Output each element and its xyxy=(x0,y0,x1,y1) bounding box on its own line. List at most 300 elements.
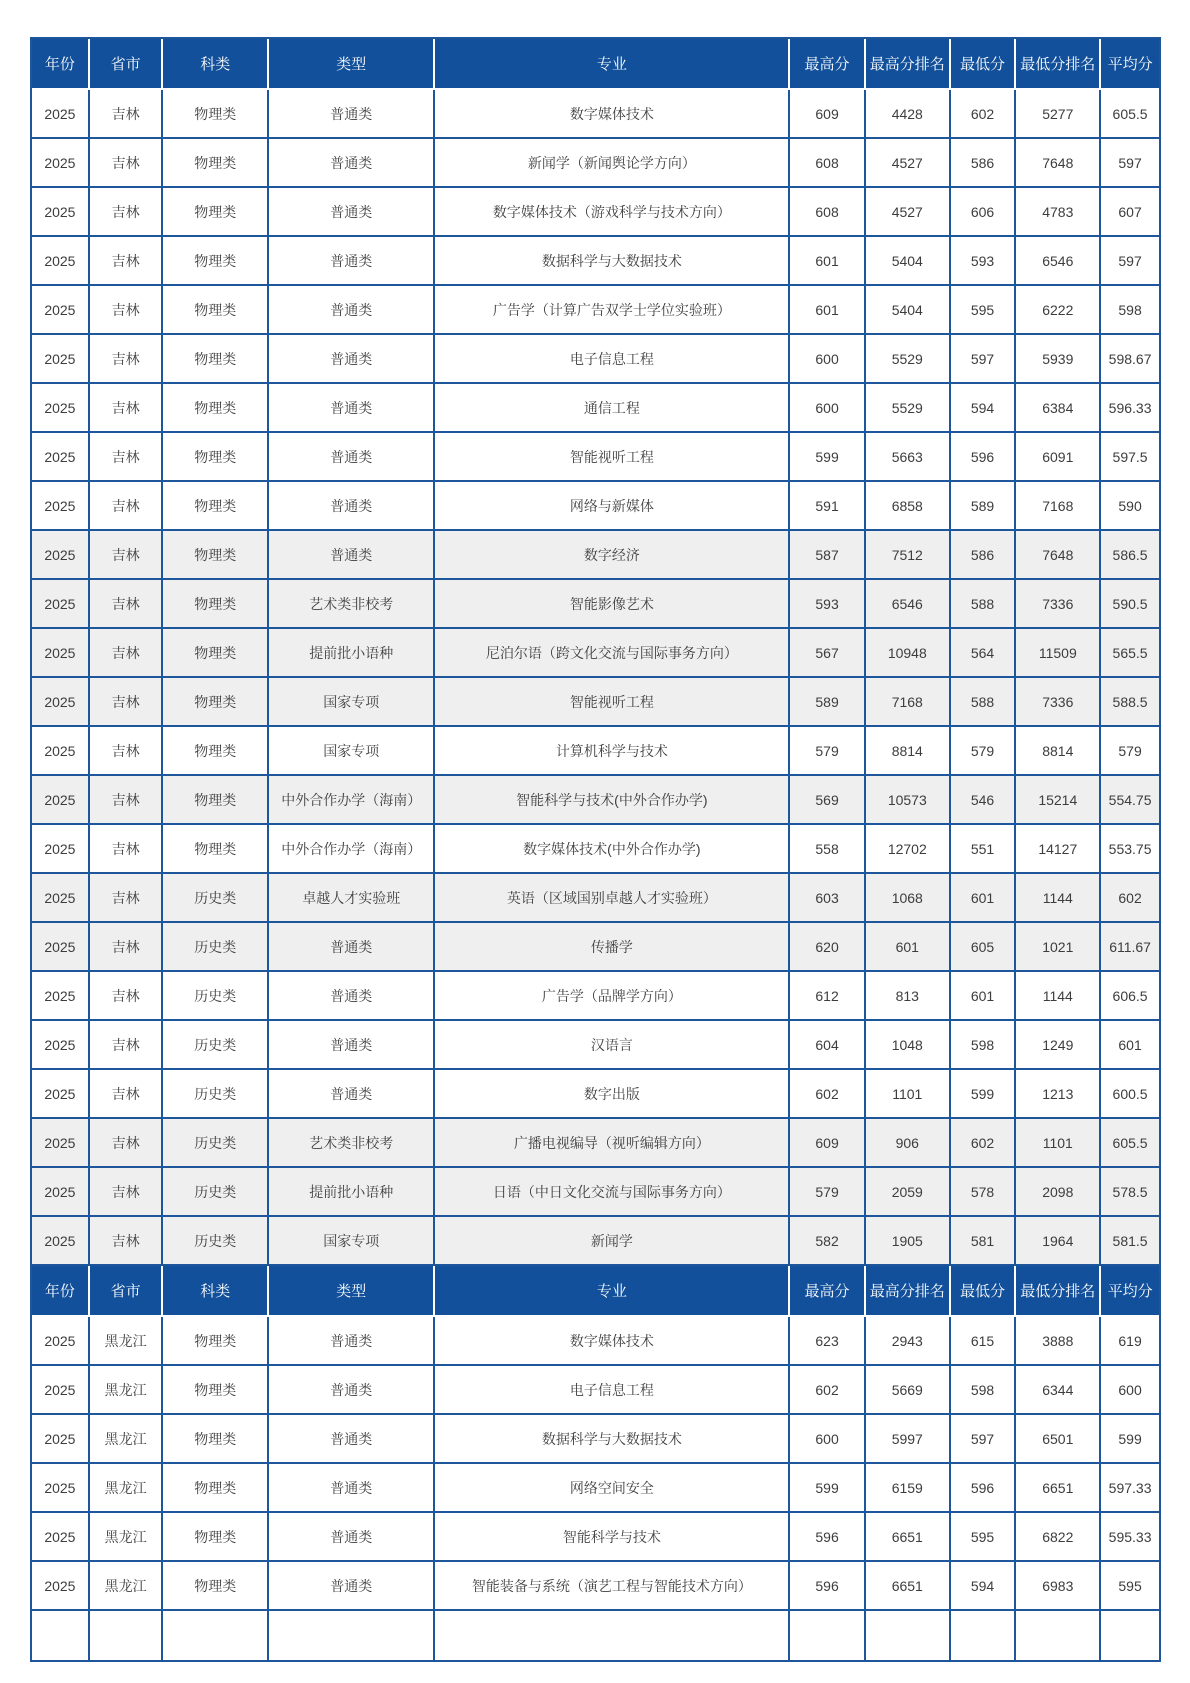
cell: 607 xyxy=(1101,188,1159,237)
cell: 7336 xyxy=(1016,580,1101,629)
table-row xyxy=(32,1513,1159,1562)
cell: 2025 xyxy=(32,1366,90,1415)
cell: 吉林 xyxy=(90,286,164,335)
cell xyxy=(1101,1611,1159,1660)
cell: 网络空间安全 xyxy=(435,1464,790,1513)
cell: 物理类 xyxy=(163,531,269,580)
cell: 619 xyxy=(1101,1317,1159,1366)
cell: 593 xyxy=(951,237,1017,286)
cell: 吉林 xyxy=(90,1070,164,1119)
cell: 581 xyxy=(951,1217,1017,1266)
cell: 普通类 xyxy=(269,1464,435,1513)
cell: 普通类 xyxy=(269,286,435,335)
cell: 数字出版 xyxy=(435,1070,790,1119)
cell: 国家专项 xyxy=(269,1217,435,1266)
cell: 2025 xyxy=(32,923,90,972)
cell: 600 xyxy=(790,1415,866,1464)
cell: 2025 xyxy=(32,384,90,433)
cell: 广告学（品牌学方向） xyxy=(435,972,790,1021)
cell: 电子信息工程 xyxy=(435,1366,790,1415)
cell: 数字媒体技术(中外合作办学) xyxy=(435,825,790,874)
cell: 14127 xyxy=(1016,825,1101,874)
cell: 588.5 xyxy=(1101,678,1159,727)
cell: 1213 xyxy=(1016,1070,1101,1119)
cell: 8814 xyxy=(1016,727,1101,776)
cell: 602 xyxy=(1101,874,1159,923)
cell: 物理类 xyxy=(163,678,269,727)
cell: 599 xyxy=(1101,1415,1159,1464)
cell: 6222 xyxy=(1016,286,1101,335)
cell: 数字经济 xyxy=(435,531,790,580)
cell: 546 xyxy=(951,776,1017,825)
table-row xyxy=(32,482,1159,531)
cell: 612 xyxy=(790,972,866,1021)
cell: 2025 xyxy=(32,482,90,531)
cell: 579 xyxy=(1101,727,1159,776)
cell: 2059 xyxy=(866,1168,951,1217)
column-header-3: 科类 xyxy=(163,1266,269,1317)
cell: 5404 xyxy=(866,286,951,335)
cell: 艺术类非校考 xyxy=(269,1119,435,1168)
table-row xyxy=(32,90,1159,139)
cell: 普通类 xyxy=(269,531,435,580)
cell: 7336 xyxy=(1016,678,1101,727)
cell: 物理类 xyxy=(163,1513,269,1562)
cell: 605.5 xyxy=(1101,90,1159,139)
cell: 600 xyxy=(790,384,866,433)
cell: 物理类 xyxy=(163,335,269,384)
table-row xyxy=(32,1021,1159,1070)
cell: 595 xyxy=(951,286,1017,335)
cell: 国家专项 xyxy=(269,727,435,776)
cell: 4428 xyxy=(866,90,951,139)
cell: 2943 xyxy=(866,1317,951,1366)
cell xyxy=(951,1611,1017,1660)
cell: 6651 xyxy=(866,1513,951,1562)
table-row xyxy=(32,237,1159,286)
cell: 普通类 xyxy=(269,1021,435,1070)
cell: 历史类 xyxy=(163,1021,269,1070)
cell: 吉林 xyxy=(90,923,164,972)
cell: 吉林 xyxy=(90,1217,164,1266)
cell: 602 xyxy=(790,1366,866,1415)
cell: 1101 xyxy=(866,1070,951,1119)
cell: 艺术类非校考 xyxy=(269,580,435,629)
column-header-8: 最低分 xyxy=(951,1266,1017,1317)
cell: 物理类 xyxy=(163,1317,269,1366)
cell: 597 xyxy=(1101,237,1159,286)
column-header-10: 平均分 xyxy=(1101,1266,1159,1317)
cell: 1964 xyxy=(1016,1217,1101,1266)
cell: 吉林 xyxy=(90,776,164,825)
cell: 578 xyxy=(951,1168,1017,1217)
cell: 广告学（计算广告双学士学位实验班） xyxy=(435,286,790,335)
column-header-1: 年份 xyxy=(32,1266,90,1317)
cell: 579 xyxy=(790,1168,866,1217)
cell: 595 xyxy=(1101,1562,1159,1611)
cell: 广播电视编导（视听编辑方向） xyxy=(435,1119,790,1168)
cell xyxy=(790,1611,866,1660)
table-row xyxy=(32,727,1159,776)
cell: 物理类 xyxy=(163,1366,269,1415)
cell: 2025 xyxy=(32,580,90,629)
cell: 7648 xyxy=(1016,531,1101,580)
cell: 普通类 xyxy=(269,1415,435,1464)
cell: 2025 xyxy=(32,531,90,580)
table-row xyxy=(32,1366,1159,1415)
header-row xyxy=(32,1266,1159,1317)
cell: 普通类 xyxy=(269,1562,435,1611)
cell: 596 xyxy=(790,1513,866,1562)
cell: 吉林 xyxy=(90,90,164,139)
cell: 吉林 xyxy=(90,1168,164,1217)
cell xyxy=(435,1611,790,1660)
cell: 5663 xyxy=(866,433,951,482)
cell: 历史类 xyxy=(163,1119,269,1168)
cell: 595 xyxy=(951,1513,1017,1562)
cell: 吉林 xyxy=(90,139,164,188)
table-row xyxy=(32,188,1159,237)
cell: 物理类 xyxy=(163,776,269,825)
cell: 普通类 xyxy=(269,1070,435,1119)
cell: 593 xyxy=(790,580,866,629)
cell: 传播学 xyxy=(435,923,790,972)
cell: 1068 xyxy=(866,874,951,923)
cell: 2025 xyxy=(32,629,90,678)
cell: 物理类 xyxy=(163,1415,269,1464)
cell: 601 xyxy=(790,286,866,335)
cell: 606 xyxy=(951,188,1017,237)
cell: 吉林 xyxy=(90,237,164,286)
cell: 6546 xyxy=(1016,237,1101,286)
cell: 5669 xyxy=(866,1366,951,1415)
table-row xyxy=(32,923,1159,972)
cell: 物理类 xyxy=(163,139,269,188)
cell: 6091 xyxy=(1016,433,1101,482)
cell: 5404 xyxy=(866,237,951,286)
cell: 590.5 xyxy=(1101,580,1159,629)
cell: 605 xyxy=(951,923,1017,972)
cell: 吉林 xyxy=(90,335,164,384)
cell: 物理类 xyxy=(163,1562,269,1611)
column-header-3: 科类 xyxy=(163,39,269,90)
cell: 7648 xyxy=(1016,139,1101,188)
cell: 588 xyxy=(951,580,1017,629)
cell: 579 xyxy=(951,727,1017,776)
cell: 网络与新媒体 xyxy=(435,482,790,531)
cell xyxy=(163,1611,269,1660)
cell: 2025 xyxy=(32,1119,90,1168)
cell: 605.5 xyxy=(1101,1119,1159,1168)
cell: 551 xyxy=(951,825,1017,874)
cell: 吉林 xyxy=(90,580,164,629)
table-row xyxy=(32,1168,1159,1217)
cell: 5277 xyxy=(1016,90,1101,139)
cell: 596 xyxy=(951,1464,1017,1513)
cell: 新闻学（新闻舆论学方向） xyxy=(435,139,790,188)
cell: 12702 xyxy=(866,825,951,874)
column-header-4: 类型 xyxy=(269,39,435,90)
cell: 600.5 xyxy=(1101,1070,1159,1119)
table-row xyxy=(32,1119,1159,1168)
cell: 普通类 xyxy=(269,1317,435,1366)
cell: 吉林 xyxy=(90,727,164,776)
cell: 6159 xyxy=(866,1464,951,1513)
cell: 提前批小语种 xyxy=(269,629,435,678)
cell: 历史类 xyxy=(163,1168,269,1217)
cell: 提前批小语种 xyxy=(269,1168,435,1217)
cell: 558 xyxy=(790,825,866,874)
cell: 历史类 xyxy=(163,874,269,923)
cell: 中外合作办学（海南） xyxy=(269,776,435,825)
cell: 吉林 xyxy=(90,825,164,874)
cell: 物理类 xyxy=(163,727,269,776)
cell: 吉林 xyxy=(90,531,164,580)
cell: 2025 xyxy=(32,1464,90,1513)
cell: 黑龙江 xyxy=(90,1562,164,1611)
cell: 596 xyxy=(951,433,1017,482)
cell: 2098 xyxy=(1016,1168,1101,1217)
cell: 609 xyxy=(790,90,866,139)
table-row xyxy=(32,531,1159,580)
table-row xyxy=(32,1562,1159,1611)
cell: 普通类 xyxy=(269,972,435,1021)
cell: 598 xyxy=(951,1021,1017,1070)
cell: 吉林 xyxy=(90,678,164,727)
cell: 579 xyxy=(790,727,866,776)
table-row xyxy=(32,1217,1159,1266)
cell: 602 xyxy=(951,90,1017,139)
cell: 普通类 xyxy=(269,90,435,139)
cell: 906 xyxy=(866,1119,951,1168)
cell: 历史类 xyxy=(163,1217,269,1266)
cell: 智能装备与系统（演艺工程与智能技术方向） xyxy=(435,1562,790,1611)
cell: 554.75 xyxy=(1101,776,1159,825)
cell: 586 xyxy=(951,531,1017,580)
cell: 2025 xyxy=(32,335,90,384)
header-row xyxy=(32,39,1159,90)
cell: 1101 xyxy=(1016,1119,1101,1168)
cell: 594 xyxy=(951,1562,1017,1611)
cell: 黑龙江 xyxy=(90,1317,164,1366)
table-row xyxy=(32,384,1159,433)
column-header-6: 最高分 xyxy=(790,1266,866,1317)
cell: 597.5 xyxy=(1101,433,1159,482)
cell: 黑龙江 xyxy=(90,1464,164,1513)
cell: 吉林 xyxy=(90,482,164,531)
column-header-5: 专业 xyxy=(435,39,790,90)
cell: 智能视听工程 xyxy=(435,678,790,727)
cell: 565.5 xyxy=(1101,629,1159,678)
cell: 黑龙江 xyxy=(90,1513,164,1562)
cell: 物理类 xyxy=(163,90,269,139)
cell: 历史类 xyxy=(163,1070,269,1119)
cell: 598 xyxy=(951,1366,1017,1415)
cell: 578.5 xyxy=(1101,1168,1159,1217)
cell: 553.75 xyxy=(1101,825,1159,874)
cell: 物理类 xyxy=(163,237,269,286)
table-row xyxy=(32,825,1159,874)
cell: 1144 xyxy=(1016,972,1101,1021)
cell: 594 xyxy=(951,384,1017,433)
cell: 吉林 xyxy=(90,384,164,433)
cell: 4527 xyxy=(866,139,951,188)
cell: 590 xyxy=(1101,482,1159,531)
cell: 6651 xyxy=(1016,1464,1101,1513)
cell: 611.67 xyxy=(1101,923,1159,972)
cell: 6822 xyxy=(1016,1513,1101,1562)
cell: 吉林 xyxy=(90,1119,164,1168)
cell: 2025 xyxy=(32,1562,90,1611)
cell: 1249 xyxy=(1016,1021,1101,1070)
cell: 602 xyxy=(790,1070,866,1119)
cell: 600 xyxy=(790,335,866,384)
cell: 普通类 xyxy=(269,1513,435,1562)
cell: 601 xyxy=(790,237,866,286)
cell: 615 xyxy=(951,1317,1017,1366)
column-header-9: 最低分排名 xyxy=(1016,39,1101,90)
table-row xyxy=(32,1415,1159,1464)
cell: 4783 xyxy=(1016,188,1101,237)
table-row xyxy=(32,1317,1159,1366)
cell: 智能影像艺术 xyxy=(435,580,790,629)
cell: 587 xyxy=(790,531,866,580)
cell: 普通类 xyxy=(269,482,435,531)
cell: 10948 xyxy=(866,629,951,678)
cell: 2025 xyxy=(32,825,90,874)
cell: 黑龙江 xyxy=(90,1415,164,1464)
cell: 597 xyxy=(1101,139,1159,188)
cell: 2025 xyxy=(32,139,90,188)
admission-scores-table-container xyxy=(30,37,1161,1662)
cell: 620 xyxy=(790,923,866,972)
column-header-1: 年份 xyxy=(32,39,90,90)
cell: 1144 xyxy=(1016,874,1101,923)
partial-row xyxy=(32,1611,1159,1660)
table-row xyxy=(32,433,1159,482)
cell: 物理类 xyxy=(163,1464,269,1513)
cell: 吉林 xyxy=(90,972,164,1021)
cell: 8814 xyxy=(866,727,951,776)
cell: 智能科学与技术 xyxy=(435,1513,790,1562)
cell: 598 xyxy=(1101,286,1159,335)
cell: 595.33 xyxy=(1101,1513,1159,1562)
cell: 2025 xyxy=(32,1317,90,1366)
cell: 6384 xyxy=(1016,384,1101,433)
cell: 4527 xyxy=(866,188,951,237)
cell: 586 xyxy=(951,139,1017,188)
table-row xyxy=(32,629,1159,678)
table-row xyxy=(32,776,1159,825)
column-header-4: 类型 xyxy=(269,1266,435,1317)
cell: 602 xyxy=(951,1119,1017,1168)
cell: 597.33 xyxy=(1101,1464,1159,1513)
column-header-2: 省市 xyxy=(90,1266,164,1317)
cell: 11509 xyxy=(1016,629,1101,678)
table-row xyxy=(32,1464,1159,1513)
cell: 623 xyxy=(790,1317,866,1366)
cell: 普通类 xyxy=(269,188,435,237)
column-header-6: 最高分 xyxy=(790,39,866,90)
cell: 597 xyxy=(951,1415,1017,1464)
cell: 601 xyxy=(866,923,951,972)
cell: 608 xyxy=(790,188,866,237)
cell: 5939 xyxy=(1016,335,1101,384)
cell: 中外合作办学（海南） xyxy=(269,825,435,874)
cell: 普通类 xyxy=(269,384,435,433)
cell: 5529 xyxy=(866,384,951,433)
cell: 6546 xyxy=(866,580,951,629)
cell: 新闻学 xyxy=(435,1217,790,1266)
cell: 尼泊尔语（跨文化交流与国际事务方向） xyxy=(435,629,790,678)
cell: 2025 xyxy=(32,727,90,776)
table-row xyxy=(32,972,1159,1021)
cell: 2025 xyxy=(32,237,90,286)
cell: 589 xyxy=(790,678,866,727)
cell: 数字媒体技术（游戏科学与技术方向） xyxy=(435,188,790,237)
column-header-5: 专业 xyxy=(435,1266,790,1317)
cell: 6501 xyxy=(1016,1415,1101,1464)
cell: 599 xyxy=(790,1464,866,1513)
cell: 6983 xyxy=(1016,1562,1101,1611)
table-row xyxy=(32,139,1159,188)
cell: 567 xyxy=(790,629,866,678)
cell: 物理类 xyxy=(163,188,269,237)
cell: 吉林 xyxy=(90,629,164,678)
cell: 2025 xyxy=(32,678,90,727)
cell: 10573 xyxy=(866,776,951,825)
cell: 数字媒体技术 xyxy=(435,90,790,139)
column-header-7: 最高分排名 xyxy=(866,39,951,90)
cell xyxy=(90,1611,164,1660)
cell: 数字媒体技术 xyxy=(435,1317,790,1366)
cell: 普通类 xyxy=(269,923,435,972)
table-row xyxy=(32,874,1159,923)
cell: 7168 xyxy=(866,678,951,727)
cell xyxy=(866,1611,951,1660)
cell: 物理类 xyxy=(163,825,269,874)
cell: 2025 xyxy=(32,286,90,335)
cell xyxy=(1016,1611,1101,1660)
cell: 7512 xyxy=(866,531,951,580)
cell: 2025 xyxy=(32,776,90,825)
table-row xyxy=(32,335,1159,384)
cell: 汉语言 xyxy=(435,1021,790,1070)
cell: 608 xyxy=(790,139,866,188)
cell: 历史类 xyxy=(163,923,269,972)
cell: 普通类 xyxy=(269,237,435,286)
cell: 2025 xyxy=(32,90,90,139)
cell: 吉林 xyxy=(90,188,164,237)
cell: 601 xyxy=(1101,1021,1159,1070)
cell: 588 xyxy=(951,678,1017,727)
cell: 596.33 xyxy=(1101,384,1159,433)
cell: 物理类 xyxy=(163,580,269,629)
cell: 599 xyxy=(951,1070,1017,1119)
cell: 813 xyxy=(866,972,951,1021)
cell: 586.5 xyxy=(1101,531,1159,580)
cell: 智能视听工程 xyxy=(435,433,790,482)
cell: 1905 xyxy=(866,1217,951,1266)
cell: 604 xyxy=(790,1021,866,1070)
cell: 物理类 xyxy=(163,286,269,335)
cell: 黑龙江 xyxy=(90,1366,164,1415)
cell: 5997 xyxy=(866,1415,951,1464)
cell: 吉林 xyxy=(90,874,164,923)
cell: 601 xyxy=(951,874,1017,923)
cell: 591 xyxy=(790,482,866,531)
cell: 609 xyxy=(790,1119,866,1168)
